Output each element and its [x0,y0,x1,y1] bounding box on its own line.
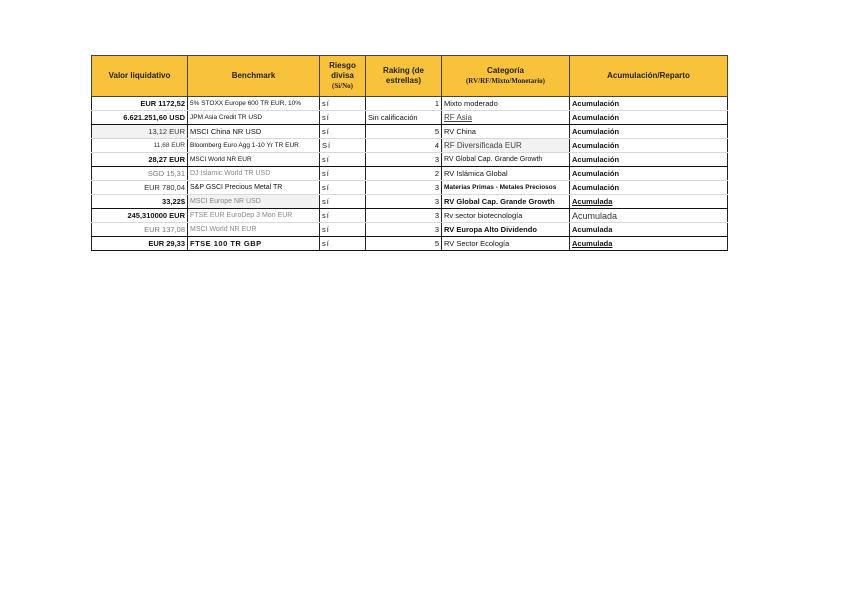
cell-valor[interactable]: 6.621.251,60 USD [92,111,188,125]
table-row [92,195,728,209]
spreadsheet [91,55,728,251]
cell-categoria[interactable]: Materias Primas - Metales Preciosos [442,181,570,195]
cell-valor[interactable]: 13,12 EUR [92,125,188,139]
table-row [92,97,728,111]
cell-riesgo[interactable]: sí [320,181,366,195]
cell-acumulacion[interactable]: Acumulada [570,223,728,237]
table-row [92,181,728,195]
cell-benchmark[interactable]: MSCI China NR USD [188,125,320,139]
cell-categoria[interactable]: RV China [442,125,570,139]
cell-benchmark[interactable]: S&P GSCI Precious Metal TR [188,181,320,195]
cell-categoria[interactable]: RV Islámica Global [442,167,570,181]
cell-acumulacion[interactable]: Acumulación [570,125,728,139]
cell-categoria[interactable]: Mixto moderado [442,97,570,111]
cell-valor[interactable]: EUR 1172,52 [92,97,188,111]
cell-valor[interactable]: EUR 780,04 [92,181,188,195]
cell-valor[interactable]: EUR 29,33 [92,237,188,251]
header-row [92,56,728,97]
cell-benchmark[interactable]: MSCI World NR EUR [188,153,320,167]
cell-acumulacion[interactable]: Acumulada [570,195,728,209]
cell-acumulacion[interactable]: Acumulación [570,181,728,195]
cell-categoria[interactable]: RV Sector Ecología [442,237,570,251]
cell-categoria[interactable]: RV Europa Alto Dividendo [442,223,570,237]
cell-raking[interactable]: 4 [366,139,442,153]
header-valor[interactable]: Valor liquidativo [92,56,188,97]
table-row [92,167,728,181]
cell-categoria[interactable]: Rv sector biotecnología [442,209,570,223]
header-riesgo[interactable]: Riesgo divisa (Sí/No) [320,56,366,97]
cell-riesgo[interactable]: sí [320,97,366,111]
cell-raking[interactable]: 2 [366,167,442,181]
cell-benchmark[interactable]: FTSE 100 TR GBP [188,237,320,251]
cell-riesgo[interactable]: Sí [320,139,366,153]
cell-raking[interactable]: 3 [366,223,442,237]
table-row [92,209,728,223]
header-acumulacion[interactable]: Acumulación/Reparto [570,56,728,97]
cell-raking[interactable]: Sin calificación [366,111,442,125]
header-riesgo-sub: (Sí/No) [332,82,353,90]
cell-benchmark[interactable]: MSCI Europe NR USD [188,195,320,209]
fund-table [91,55,728,251]
table-row [92,223,728,237]
cell-riesgo[interactable]: sí [320,167,366,181]
header-categoria[interactable]: Categoría (RV/RF/Mixto/Monetario) [442,56,570,97]
cell-riesgo[interactable]: sí [320,195,366,209]
table-row [92,125,728,139]
cell-riesgo[interactable]: sí [320,125,366,139]
cell-benchmark[interactable]: Bloomberg Euro Agg 1-10 Yr TR EUR [188,139,320,153]
cell-categoria[interactable] [442,111,570,125]
cell-categoria[interactable]: RV Global Cap. Grande Growth [442,195,570,209]
table-row [92,153,728,167]
cell-valor[interactable]: 245,310000 EUR [92,209,188,223]
cell-raking[interactable]: 5 [366,125,442,139]
cell-valor[interactable]: EUR 137,08 [92,223,188,237]
cell-categoria[interactable]: RV Global Cap. Grande Growth [442,153,570,167]
cell-valor[interactable]: 11,68 EUR [92,139,188,153]
cell-acumulacion[interactable]: Acumulación [570,139,728,153]
cell-valor[interactable]: SGD 15,31 [92,167,188,181]
cell-categoria[interactable]: RF Diversificada EUR [442,139,570,153]
cell-riesgo[interactable]: sí [320,237,366,251]
cell-raking[interactable]: 1 [366,97,442,111]
cell-acumulacion[interactable]: Acumulada [570,237,728,251]
cell-valor[interactable]: 33,22$ [92,195,188,209]
table-row [92,139,728,153]
cell-acumulacion[interactable]: Acumulación [570,97,728,111]
cell-raking[interactable]: 3 [366,195,442,209]
cell-acumulacion[interactable]: Acumulación [570,153,728,167]
cell-benchmark[interactable]: DJ Islamic World TR USD [188,167,320,181]
cell-raking[interactable]: 5 [366,237,442,251]
table-row [92,111,728,125]
cell-riesgo[interactable]: sí [320,209,366,223]
cell-riesgo[interactable]: sí [320,111,366,125]
cell-raking[interactable]: 3 [366,209,442,223]
cell-acumulacion[interactable]: Acumulación [570,167,728,181]
cell-valor[interactable]: 28,27 EUR [92,153,188,167]
cell-raking[interactable]: 3 [366,181,442,195]
cell-acumulacion[interactable]: Acumulada [570,209,728,223]
cell-raking[interactable]: 3 [366,153,442,167]
header-benchmark[interactable]: Benchmark [188,56,320,97]
cell-riesgo[interactable]: sí [320,153,366,167]
cell-benchmark[interactable]: 5% STOXX Europe 600 TR EUR, 10% [188,97,320,111]
cell-acumulacion[interactable]: Acumulación [570,111,728,125]
cell-benchmark[interactable]: FTSE EUR EuroDep 3 Mon EUR [188,209,320,223]
cell-benchmark[interactable]: MSCI World NR EUR [188,223,320,237]
header-raking[interactable]: Raking (de estrellas) [366,56,442,97]
categoria-link[interactable]: RF Asia [444,112,473,122]
header-categoria-sub: (RV/RF/Mixto/Monetario) [465,77,546,85]
cell-benchmark[interactable]: JPM Asia Credit TR USD [188,111,320,125]
table-row [92,237,728,251]
cell-riesgo[interactable]: sí [320,223,366,237]
